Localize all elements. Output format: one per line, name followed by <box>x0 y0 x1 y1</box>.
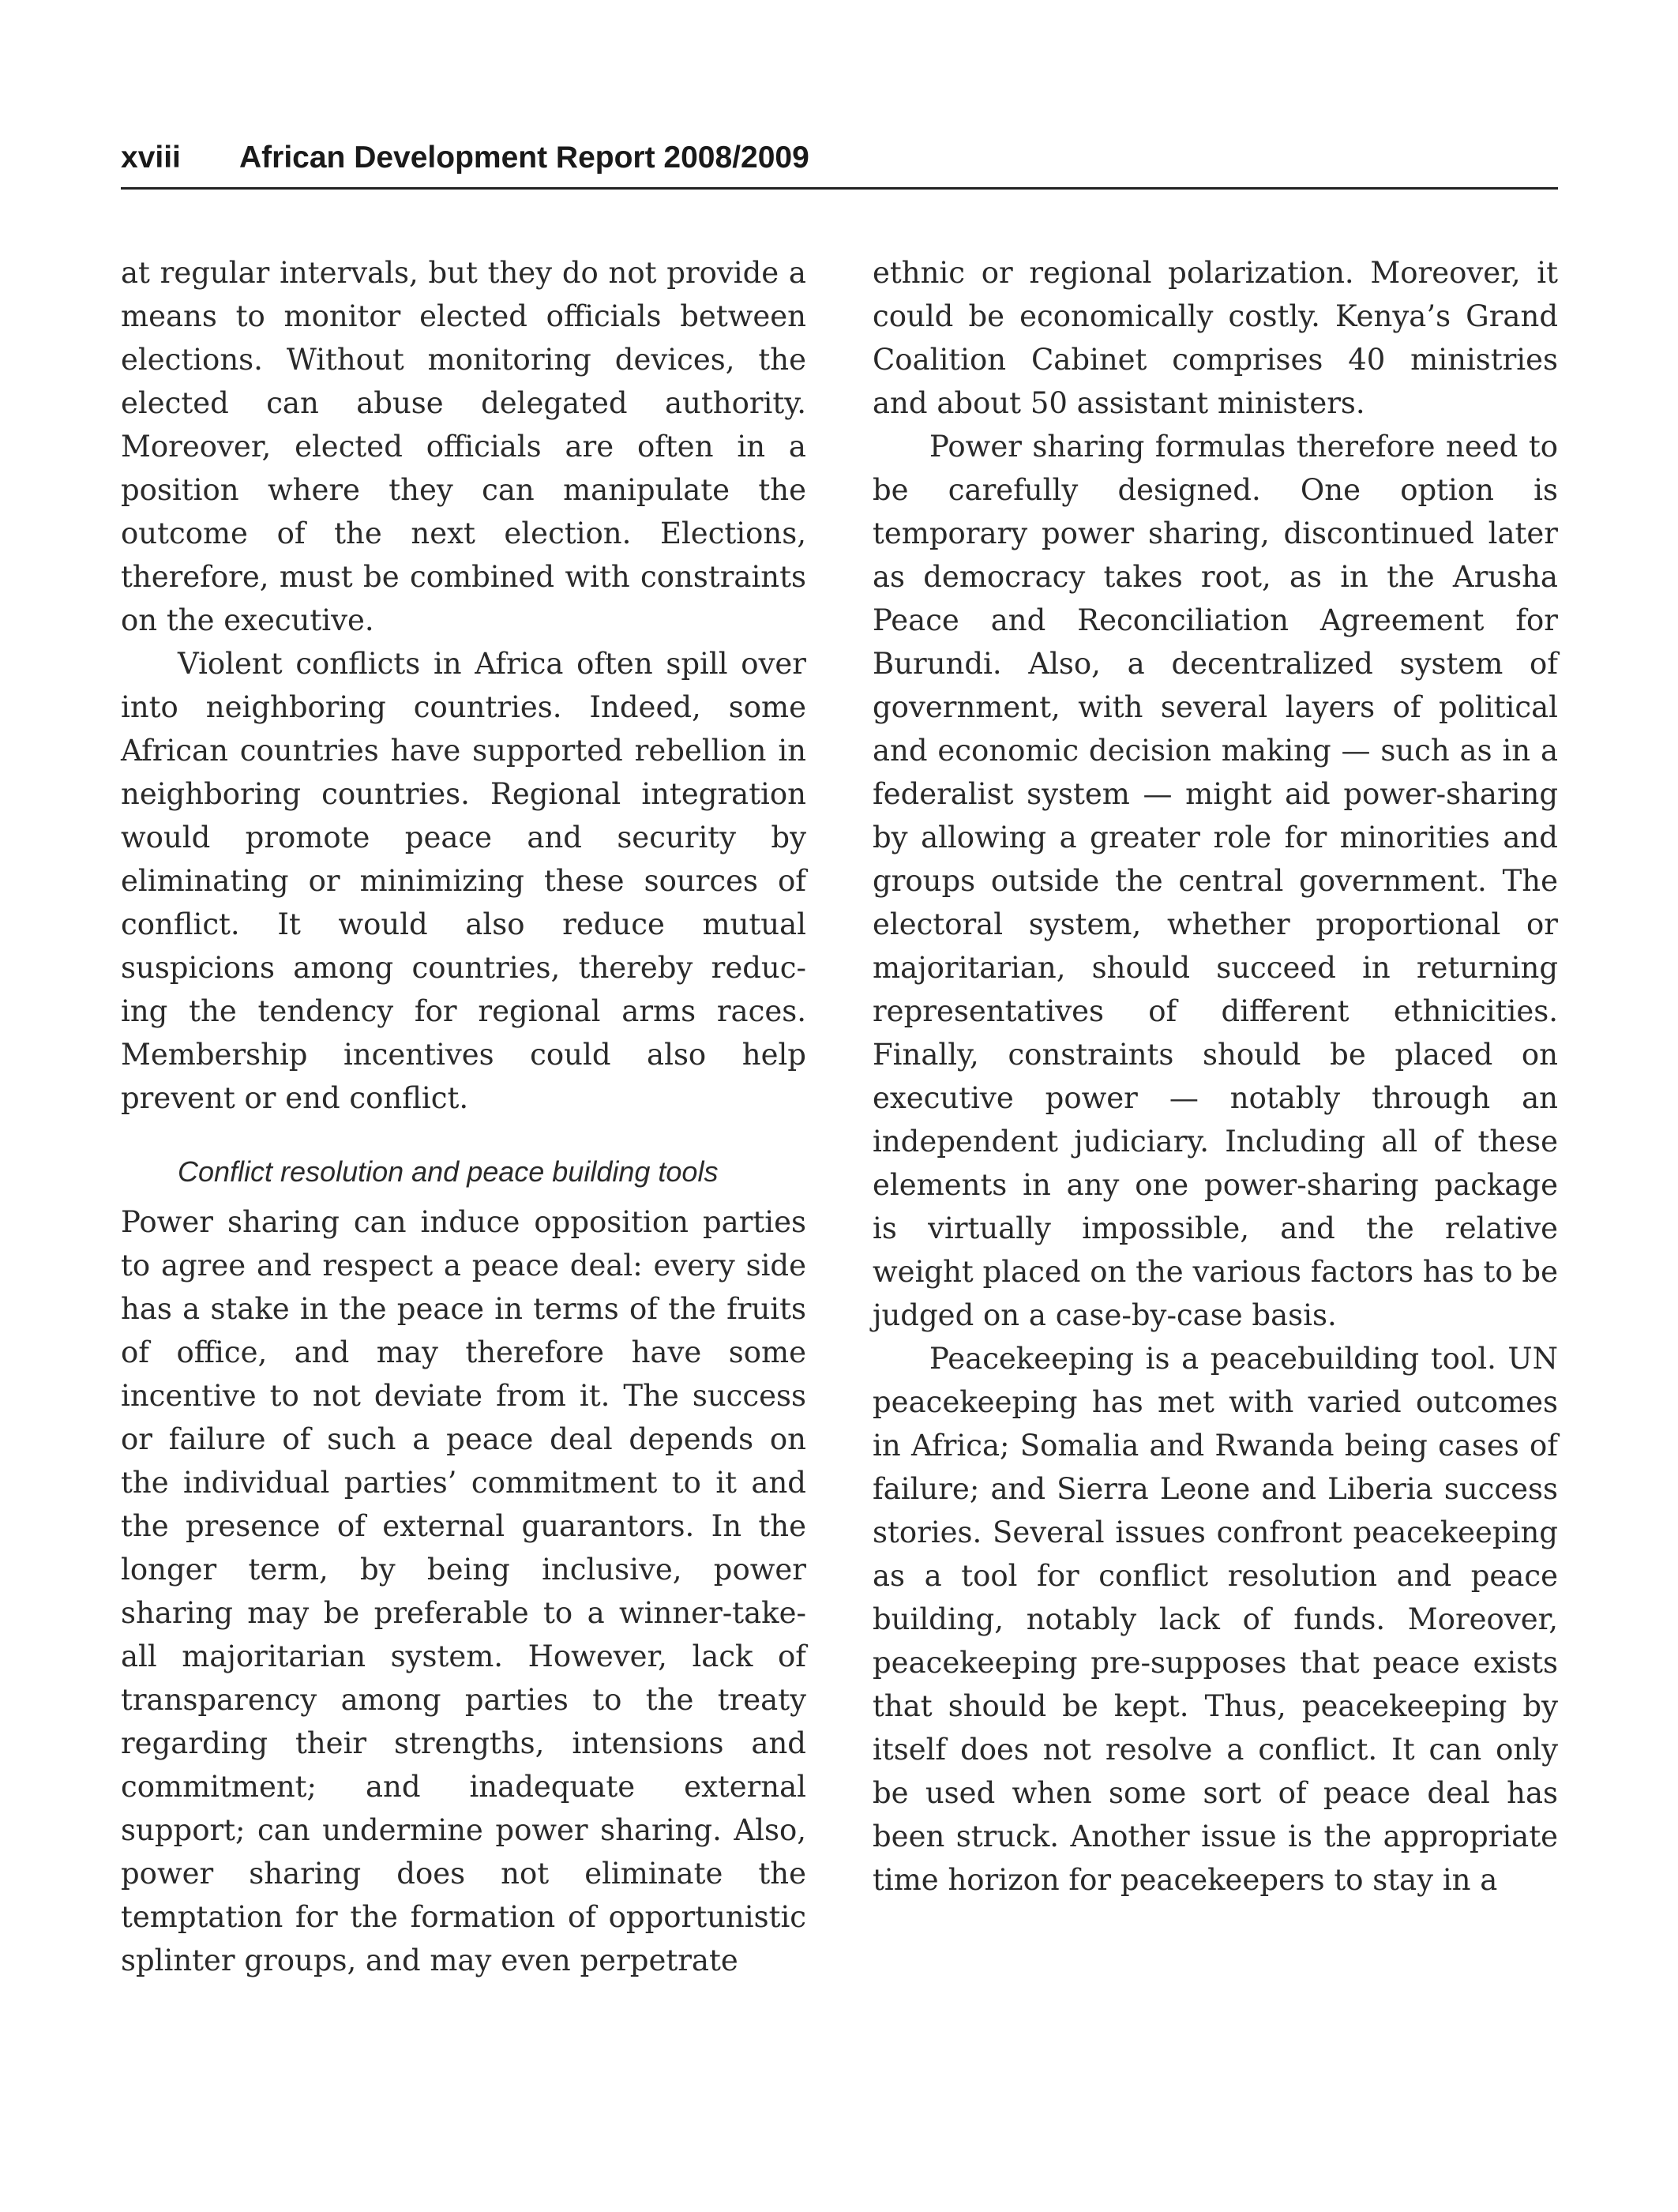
right-column <box>873 251 1558 1902</box>
left-column <box>121 251 806 1982</box>
paragraph: Peacekeeping is a peacebuilding tool. UN peacekeeping has met with varied outcomes in Africa; Somalia and Rwanda being cases of failure; and Sierra Leone and Liberia success stories. Several issues confront peacekeeping as a tool for conflict resolution and peace building, notably lack of funds. Moreover, peacekeeping pre-supposes that peace exists that should be kept. Thus, peacekeeping by itself does not resolve a conflict. It can only be used when some sort of peace deal has been struck. Another issue is the appropriate time horizon for peacekeepers to stay in a <box>873 1342 1558 1897</box>
section-heading: Conflict resolution and peace building tools <box>178 1155 719 1188</box>
header-rule <box>121 187 1558 190</box>
running-header <box>121 134 1558 190</box>
paragraph: ethnic or regional polarization. Moreover, it could be economically costly. Kenya’s Grand Coalition Cabinet comprises 40 ministries and about 50 assistant ministers. <box>873 256 1558 420</box>
paragraph: Power sharing can induce opposition parties to agree and respect a peace deal: every side has a stake in the peace in terms of the fruits of office, and may therefore have some incentive to not deviate from it. The success or failure of such a peace deal depends on the individual parties’ commitment to it and the presence of external guarantors. In the longer term, by being inclusive, power sharing may be preferable to a winner-take-all majoritarian system. However, lack of transparency among parties to the treaty regarding their strengths, intensions and commitment; and inadequate external support; can undermine power sharing. Also, power sharing does not eliminate the temptation for the formation of opportunistic splinter groups, and may even perpetrate <box>121 1205 806 1977</box>
running-title: African Development Report 2008/2009 <box>239 141 809 175</box>
paragraph: at regular intervals, but they do not provide a means to monitor elected officials between elections. Without monitoring devices, the elected can abuse delegated authority. Moreover, elected officials are often in a position where they can manipulate the outcome of the next election. Elections, therefore, must be combined with constraints on the executive. <box>121 256 806 637</box>
page-number: xviii <box>121 141 181 175</box>
paragraph: Power sharing formulas therefore need to be carefully designed. One option is temporary power sharing, discontinued later as democracy takes root, as in the Arusha Peace and Reconciliation Agreement for Burundi. Also, a decentralized system of government, with several layers of political and economic decision making — such as in a federalist system — might aid power-sharing by allowing a greater role for minorities and groups outside the central government. The electoral system, whether proportional or majoritarian, should succeed in returning representatives of different ethnicities. Finally, constraints should be placed on executive power — notably through an independent judiciary. Including all of these elements in any one power-sharing package is virtually impossible, and the relative weight placed on the various factors has to be judged on a case-by-case basis. <box>873 430 1558 1332</box>
paragraph: Violent conflicts in Africa often spill over into neighboring countries. Indeed, some African countries have supported rebellion in neighboring countries. Regional integration would promote peace and security by eliminating or minimizing these sources of conflict. It would also reduce mutual suspicions among countries, thereby reducing the tendency for regional arms races. Membership incentives could also help prevent or end conflict. <box>121 647 806 1115</box>
